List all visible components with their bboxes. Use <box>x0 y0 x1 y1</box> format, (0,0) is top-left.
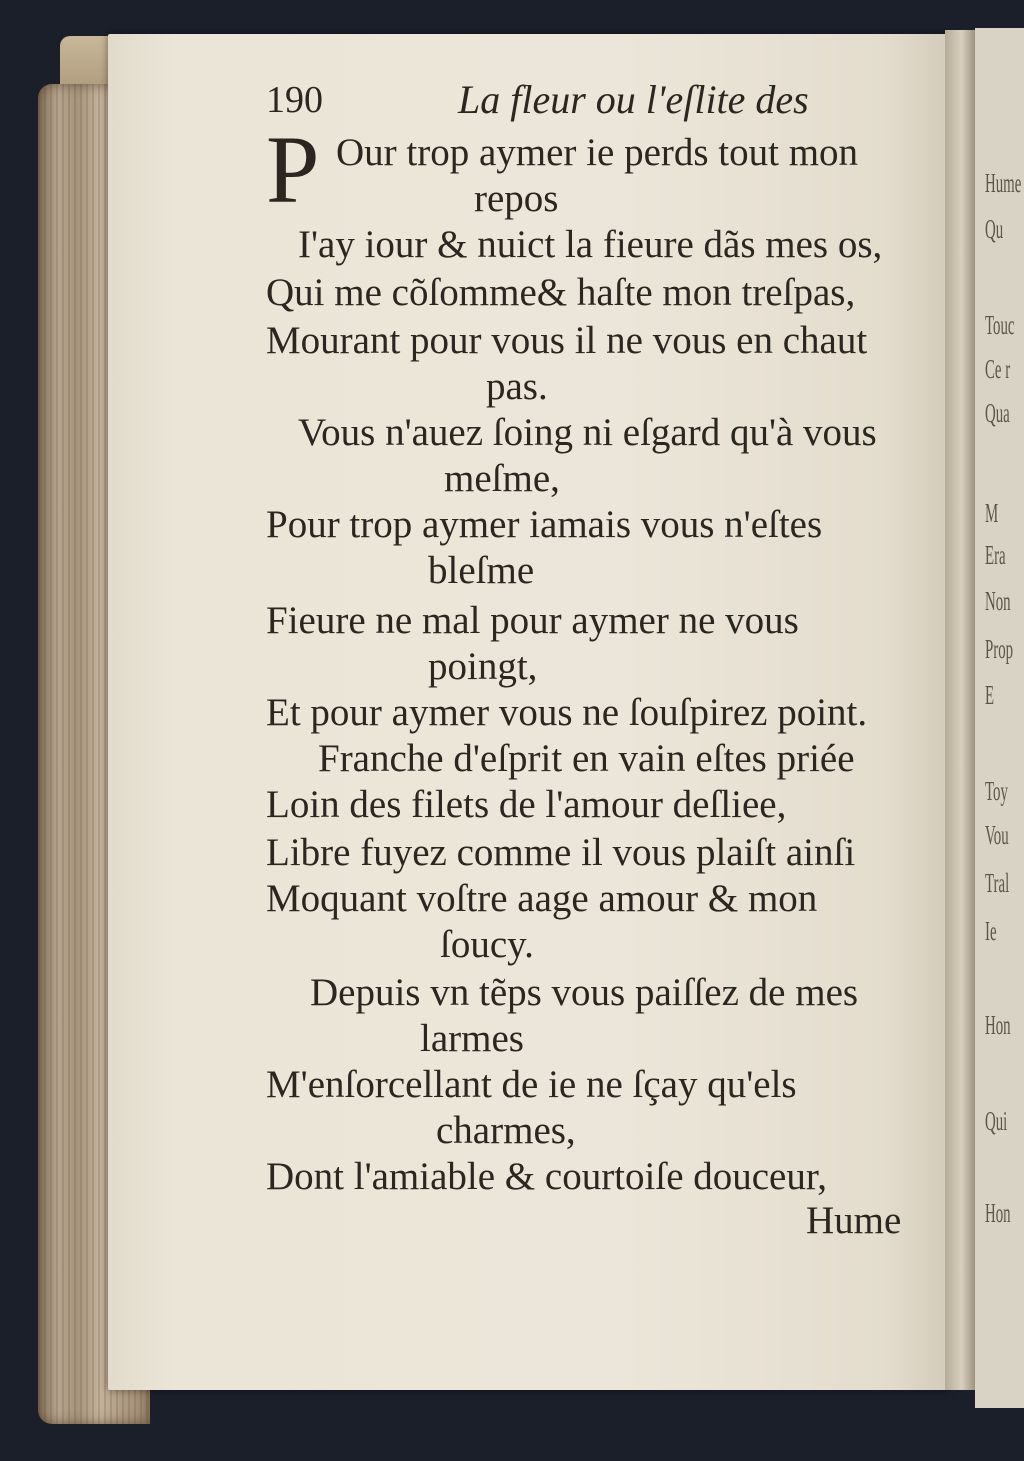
poem-line: Et pour aymer vous ne ſouſpirez point. <box>266 691 868 734</box>
poem-line: repos <box>474 177 559 220</box>
facing-fragment: Qu <box>985 214 1004 244</box>
poem-line: I'ay iour & nuict la fieure dãs mes os, <box>298 223 883 266</box>
poem-line: poingt, <box>428 645 538 688</box>
facing-fragment: E <box>985 680 995 710</box>
running-title: La fleur ou l'eſlite des <box>458 77 809 122</box>
facing-fragment: Tral <box>985 868 1010 898</box>
facing-fragment: Hume <box>985 168 1022 198</box>
catchword: Hume <box>806 1199 902 1242</box>
poem-line: Mourant pour vous il ne vous en chaut <box>266 319 868 362</box>
poem-line: Depuis vn tẽps vous paiſſez de mes <box>310 971 859 1014</box>
facing-fragment: Touc <box>985 310 1015 340</box>
poem-line: pas. <box>486 365 548 408</box>
poem-line: meſme, <box>444 457 560 500</box>
facing-fragment: Vou <box>985 820 1009 850</box>
facing-fragment: Era <box>985 540 1006 570</box>
poem-line: Vous n'auez ſoing ni eſgard qu'à vous <box>298 411 877 454</box>
poem-line: Qui me cõſomme& haſte mon treſpas, <box>266 271 856 314</box>
facing-fragment: Toy <box>985 776 1008 806</box>
facing-fragment: Ce r <box>985 354 1011 384</box>
facing-fragment: Prop <box>985 634 1014 664</box>
poem-line: Libre fuyez comme il vous plaiſt ainſi <box>266 831 856 874</box>
facing-fragment: Hon <box>985 1010 1011 1040</box>
facing-fragment: Ie <box>985 916 997 946</box>
poem-line: Loin des filets de l'amour deſliee, <box>266 783 787 826</box>
poem-line: larmes <box>420 1017 524 1060</box>
facing-fragment: Non <box>985 586 1011 616</box>
poem-line: Pour trop aymer iamais vous n'eſtes <box>266 503 823 546</box>
poem-line: Franche d'eſprit en vain eſtes priée <box>318 737 855 780</box>
poem-line: Moquant voſtre aage amour & mon <box>266 877 818 920</box>
poem-line: ſoucy. <box>440 923 534 966</box>
poem-line: Dont l'amiable & courtoiſe douceur, <box>266 1155 828 1198</box>
drop-cap: P <box>266 116 320 223</box>
facing-fragment: Qui <box>985 1106 1008 1136</box>
poem-line: M'enſorcellant de ie ne ſçay qu'els <box>266 1063 797 1106</box>
facing-fragment: Qua <box>985 398 1010 428</box>
poem-line: Fieure ne mal pour aymer ne vous <box>266 599 799 642</box>
poem-line: bleſme <box>428 549 535 592</box>
page-number: 190 <box>266 79 323 121</box>
poem-line: Our trop aymer ie perds tout mon <box>336 131 859 174</box>
facing-fragment: Hon <box>985 1198 1011 1228</box>
facing-fragment: M <box>985 498 999 528</box>
poem-line: charmes, <box>436 1109 576 1152</box>
